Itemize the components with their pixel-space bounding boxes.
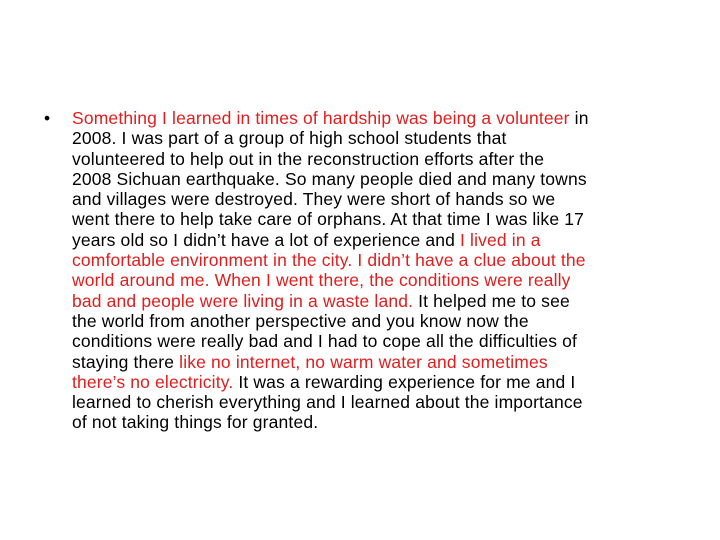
body-text: years old so I didn’t have a lot of experience and (72, 229, 461, 250)
text-line (72, 250, 694, 270)
body-text: in (569, 108, 589, 128)
text-line (72, 128, 694, 148)
text-line (72, 372, 694, 392)
text-line (72, 291, 694, 311)
body-text: staying there (72, 351, 180, 372)
highlighted-text: Something I learned in times of hardship was being a volunteer (72, 108, 570, 128)
text-line (72, 169, 694, 189)
text-line (72, 392, 694, 412)
highlighted-text: world around me. When I went there, the conditions were really (72, 270, 571, 291)
body-text: 2008 Sichuan earthquake. So many people died and many towns (72, 168, 587, 189)
body-text: went there to help take care of orphans. At that time I was like 17 (72, 209, 584, 230)
highlighted-text: I lived in a (460, 229, 541, 250)
body-text: the world from another perspective and you know now the (72, 310, 529, 331)
text-line (72, 149, 694, 169)
text-line (72, 412, 694, 432)
body-text: It helped me to see (413, 290, 570, 311)
highlighted-text: like no internet, no warm water and sometimes (179, 351, 548, 372)
body-text: and villages were destroyed. They were short of hands so we (72, 189, 556, 210)
bullet-dot-icon: • (44, 108, 51, 128)
text-line (72, 108, 694, 128)
highlighted-text: bad and people were living in a waste land. (72, 290, 414, 311)
text-line (72, 270, 694, 290)
text-line (72, 352, 694, 372)
body-text: It was a rewarding experience for me and I (233, 371, 576, 392)
highlighted-text: there’s no electricity. (72, 371, 234, 392)
text-line (72, 230, 694, 250)
text-line (72, 331, 694, 351)
highlighted-text: comfortable environment in the city. I didn’t have a clue about the (72, 250, 586, 271)
body-text: 2008. I was part of a group of high school students that (72, 128, 507, 149)
body-text: learned to cherish everything and I learned about the importance (72, 392, 583, 413)
text-line (72, 189, 694, 209)
body-text: conditions were really bad and I had to cope all the difficulties of (72, 331, 578, 352)
body-text: of not taking things for granted. (72, 412, 319, 433)
text-line (72, 311, 694, 331)
text-line (72, 209, 694, 229)
body-text: volunteered to help out in the reconstruction efforts after the (72, 148, 545, 169)
bullet-paragraph (72, 108, 694, 433)
bullet-item (44, 108, 694, 433)
